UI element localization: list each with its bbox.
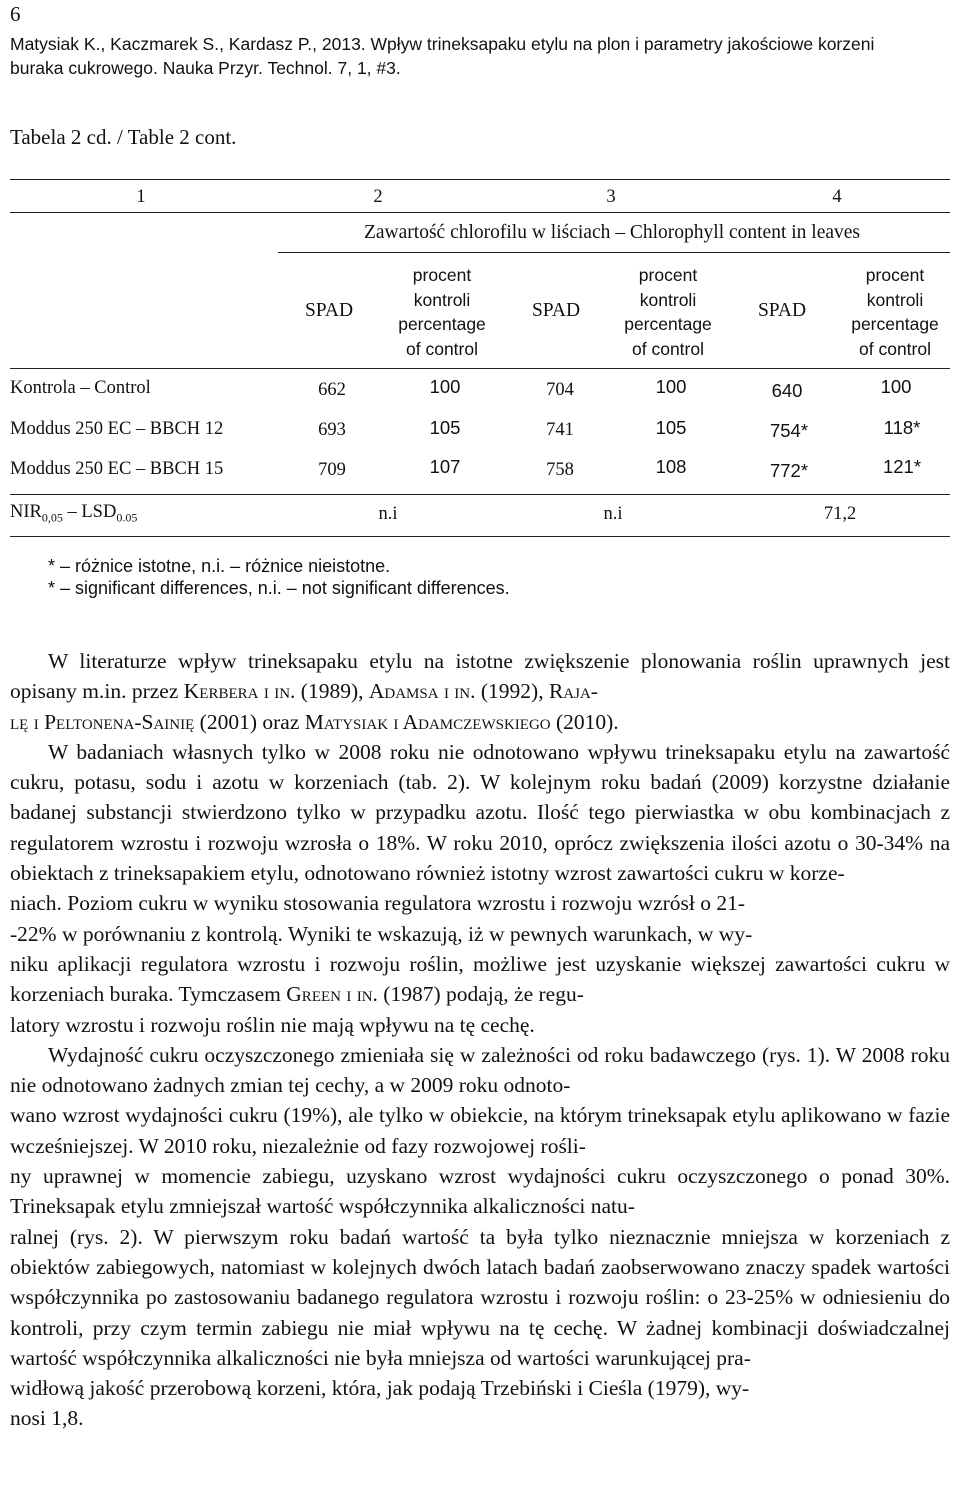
table-cell: 118* bbox=[883, 417, 921, 438]
page-number: 6 bbox=[10, 2, 21, 26]
table-cell: 105 bbox=[655, 417, 687, 438]
table-cell: 107 bbox=[429, 456, 461, 477]
header-percent-control-2: procent kontroli percentage of control bbox=[624, 265, 712, 359]
column-number-1: 1 bbox=[136, 187, 146, 207]
table-cell: 100 bbox=[429, 376, 461, 397]
table-cell: 772* bbox=[769, 460, 809, 481]
header-spad-1: SPAD bbox=[304, 300, 354, 321]
table-bottom-rule bbox=[10, 536, 950, 537]
row-label: Moddus 250 EC – BBCH 15 bbox=[10, 459, 224, 479]
paragraph-sugar-yield: Wydajność cukru oczyszczonego zmieniała się w zależności od roku badawczego (rys. 1). W 2008 roku nie odnotowano żadnych zmian tej cechy, a w 2009 roku odnoto- wano wzrost wydajności cukru (19%), ale tylko w obiekcie, na którym trineksapak etylu aplikowano w fazie wcześniejszej. W 2010 roku, niezależnie od fazy rozwojowej rośli- ny uprawnej w momencie zabiegu, uzyskano wzrost wydajności cukru oczyszczonego o ponad 30%. Trineksapak etylu zmniejszał wartość współczynnika alkaliczności natu- ralnej (rys. 2). W pierwszym roku badań wartość ta była tylko nieznacznie mniejsza w korzeniach z obiektów zabiegowych, natomiast w kolejnych dwóch latach badań zaobserwowano znaczy spadek wartości współczynnika po zastosowaniu badanego regulatora wzrostu i rozwoju roślin: o 23-25% w odniesieniu do kontroli, przy czym termin zabiegu nie miał wpływu na tę cechę. W żadnej kombinacji doświadczalnej wartość współczynnika alkaliczności nie była mniejsza od wartości warunkującej pra- widłową jakość przerobową korzeni, która, jak podają Trzebiński i Cieśla (1979), wy- nosi 1,8. bbox=[10, 1042, 950, 1431]
data-bottom-rule bbox=[10, 494, 950, 495]
table-cell: 741 bbox=[546, 420, 574, 440]
header-bottom-rule bbox=[10, 368, 950, 369]
table-note-en: * – significant differences, n.i. – not significant differences. bbox=[48, 578, 510, 598]
table-cell: 758 bbox=[546, 460, 574, 480]
lsd-label: $NIR_{0,05} - LSD_{0.05}$ bbox=[10, 502, 138, 525]
table-cell: 754* bbox=[769, 420, 809, 441]
citation-line-1: Matysiak K., Kaczmarek S., Kardasz P., 2013. Wpływ trineksapaku etylu na plon i parametry jakościowe korzeni bbox=[10, 34, 875, 54]
table-cell: 693 bbox=[318, 420, 346, 440]
table-cell: 100 bbox=[655, 376, 687, 397]
table-cell: 662 bbox=[318, 380, 346, 400]
table-cell: 105 bbox=[429, 417, 461, 438]
body-text bbox=[10, 646, 950, 1434]
header-percent-control-1: procent kontroli percentage of control bbox=[398, 265, 486, 359]
table-cell: 709 bbox=[318, 460, 346, 480]
citation-line-2: buraka cukrowego. Nauka Przyr. Technol. 7, 1, #3. bbox=[10, 58, 401, 78]
table-cell: 704 bbox=[546, 380, 574, 400]
header-spad-3: SPAD bbox=[757, 300, 807, 321]
row-label: Moddus 250 EC – BBCH 12 bbox=[10, 419, 224, 439]
table-caption: Tabela 2 cd. / Table 2 cont. bbox=[10, 125, 237, 149]
lsd-value-2: n.i bbox=[378, 504, 398, 524]
group-header: Zawartość chlorofilu w liściach – Chlorophyll content in leaves bbox=[363, 222, 861, 243]
table-top-rule bbox=[10, 179, 950, 180]
column-number-4: 4 bbox=[832, 187, 842, 207]
table-cell: 100 bbox=[880, 376, 912, 397]
table-cell: 121* bbox=[882, 456, 922, 477]
row-label: Kontrola – Control bbox=[10, 378, 151, 398]
paragraph-literature: W literaturze wpływ trineksapaku etylu na istotne zwiększenie plonowania roślin uprawnych jest opisany m.in. przez Kerbera i in. (1989), Adamsa i in. (1992), Raja- lę i Peltonena-Sainię (2001) oraz Matysiak i Adamczewskiego (2010). bbox=[10, 649, 950, 734]
group-header-rule bbox=[278, 252, 950, 253]
column-number-2: 2 bbox=[373, 187, 383, 207]
lsd-value-3: n.i bbox=[603, 504, 623, 524]
lsd-value-4: 71,2 bbox=[823, 504, 857, 524]
column-number-3: 3 bbox=[606, 187, 616, 207]
table-cell: 640 bbox=[771, 380, 803, 401]
column-number-rule bbox=[10, 212, 950, 213]
paragraph-own-results: W badaniach własnych tylko w 2008 roku nie odnotowano wpływu trineksapaku etylu na zawartość cukru, potasu, sodu i azotu w korzeniach (tab. 2). W kolejnym roku badań (2009) korzystne działanie badanej substancji stwierdzono tylko w przypadku azotu. Ilość tego pierwiastka w obu kombinacjach z regulatorem wzrostu i rozwoju wzrosła o 18%. W roku 2010, oprócz zwiększenia ilości azotu o 30-34% na obiektach z trineksapakiem etylu, odnotowano również istotny wzrost zawartości cukru w korze- niach. Poziom cukru w wyniku stosowania regulatora wzrostu i rozwoju wzrósł o 21- -22% w porównaniu z kontrolą. Wyniki te wskazują, iż w pewnych warunkach, w wy- niku aplikacji regulatora wzrostu i rozwoju roślin, możliwe jest uzyskanie większej zawartości cukru w korzeniach buraka. Tymczasem Green i in. (1987) podają, że regu- latory wzrostu i rozwoju roślin nie mają wpływu na tę cechę. bbox=[10, 739, 950, 1037]
header-spad-2: SPAD bbox=[531, 300, 581, 321]
table-note-pl: * – różnice istotne, n.i. – różnice nieistotne. bbox=[48, 556, 391, 576]
header-percent-control-3: procent kontroli percentage of control bbox=[851, 265, 939, 359]
table-cell: 108 bbox=[655, 456, 687, 477]
